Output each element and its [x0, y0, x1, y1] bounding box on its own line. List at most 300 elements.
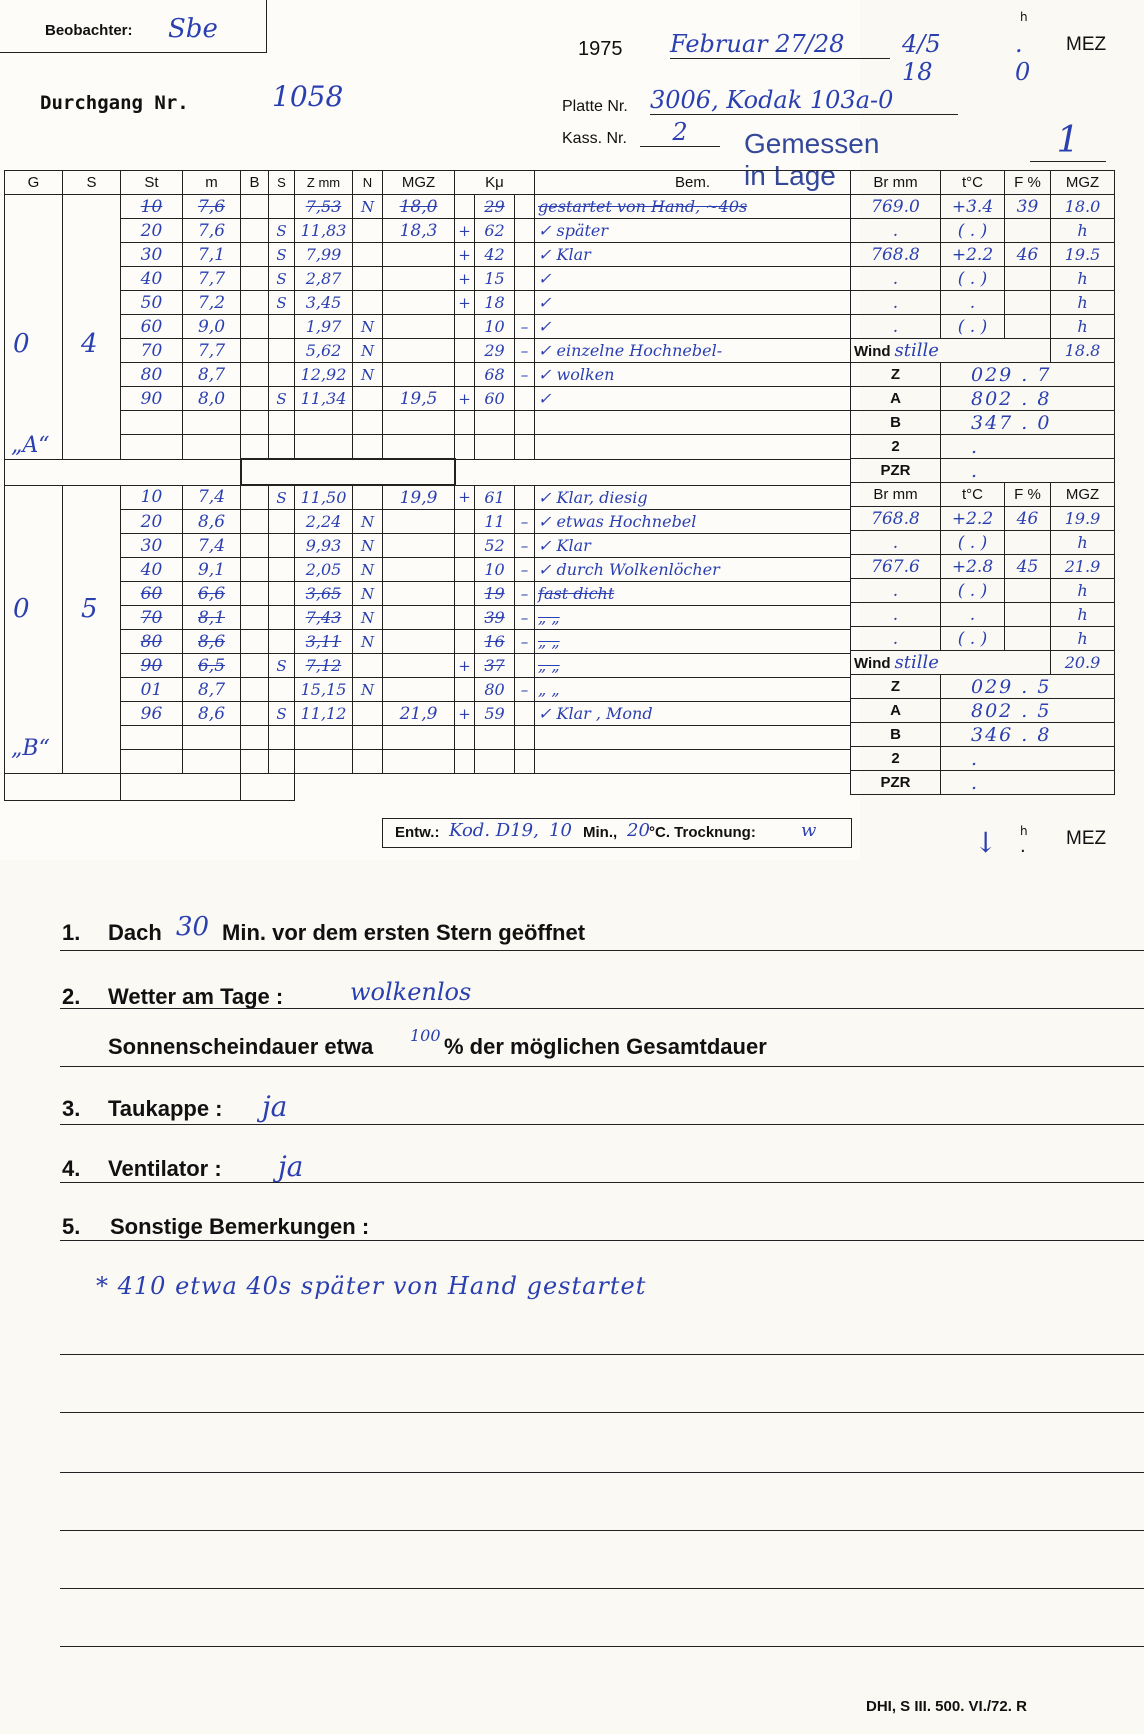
plate-label: Platte Nr. [562, 98, 628, 115]
hour-mark: h [1020, 10, 1028, 24]
k-dash: – [515, 582, 535, 606]
remark: „ „ [535, 654, 851, 678]
side-mgz: h [1051, 219, 1115, 243]
z-mm: 15,15 [295, 678, 353, 702]
remark: „ „ [535, 678, 851, 702]
k-sign [455, 435, 475, 460]
n-flag [353, 267, 383, 291]
col-kmu: Kμ [455, 171, 535, 195]
coord-row [851, 747, 1115, 771]
k-mu-value: 10 [475, 558, 515, 582]
k-mu-value: 39 [475, 606, 515, 630]
star-number: 90 [121, 654, 183, 678]
b-cell [241, 534, 269, 558]
magnitude [183, 750, 241, 774]
k-sign [455, 510, 475, 534]
wind-mgz: 20.9 [1051, 651, 1115, 675]
table-row [5, 363, 851, 387]
mgz-value [383, 534, 455, 558]
blank-line-3 [60, 1472, 1144, 1473]
humidity [1005, 603, 1051, 627]
k-dash: – [515, 678, 535, 702]
remark: „ „ [535, 606, 851, 630]
s-flag [269, 510, 295, 534]
mgz-value [383, 726, 455, 750]
table-row [5, 702, 851, 726]
magnitude: 9,1 [183, 558, 241, 582]
s-flag: S [269, 219, 295, 243]
z-mm: 2,05 [295, 558, 353, 582]
k-dash: – [515, 339, 535, 363]
k-sign: + [455, 291, 475, 315]
mgz-value: 21,9 [383, 702, 455, 726]
q3-line [60, 1124, 1144, 1125]
magnitude: 7,2 [183, 291, 241, 315]
plate-value: 3006, Kodak 103a-0 [650, 86, 958, 115]
mgz-value [383, 678, 455, 702]
side-row [851, 507, 1115, 531]
temperature: ( . ) [941, 219, 1005, 243]
s-flag [269, 195, 295, 219]
side-mgz: h [1051, 267, 1115, 291]
blank-line-1 [60, 1354, 1144, 1355]
k-sign [455, 534, 475, 558]
side-header: F % [1005, 483, 1051, 507]
k-dash [515, 654, 535, 678]
s-flag [269, 363, 295, 387]
b-cell [241, 243, 269, 267]
date-value: Februar 27/28 [670, 30, 890, 59]
z-mm: 7,43 [295, 606, 353, 630]
measured-value: 1 [1030, 120, 1106, 162]
magnitude: 7,7 [183, 267, 241, 291]
table-row [5, 485, 851, 510]
z-mm: 9,93 [295, 534, 353, 558]
pressure: . [851, 219, 941, 243]
k-mu-value: 29 [475, 195, 515, 219]
k-mu-value: 11 [475, 510, 515, 534]
table-row [5, 411, 851, 435]
q2-number: 2. [62, 984, 81, 1009]
separator-mid [241, 459, 455, 485]
mgz-value [383, 339, 455, 363]
n-flag: N [353, 510, 383, 534]
k-sign [455, 750, 475, 774]
side-row [851, 291, 1115, 315]
col-s: S [63, 171, 121, 195]
q2b-label-a: Sonnenscheindauer etwa [108, 1034, 374, 1059]
k-sign [455, 726, 475, 750]
coord-label: A [851, 387, 941, 411]
k-sign [455, 582, 475, 606]
table-row [5, 435, 851, 460]
wind-mgz: 18.8 [1051, 339, 1115, 363]
star-number: 60 [121, 315, 183, 339]
mgz-value: 18,3 [383, 219, 455, 243]
time-value: 4/5 18 [902, 30, 941, 86]
k-sign [455, 315, 475, 339]
coord-label: Z [851, 675, 941, 699]
humidity [1005, 627, 1051, 651]
side-header: Br mm [851, 483, 941, 507]
k-sign: + [455, 387, 475, 411]
q2-value: wolkenlos [350, 978, 472, 1006]
humidity: 45 [1005, 555, 1051, 579]
col-zmm: Z mm [295, 171, 353, 195]
s-flag [269, 411, 295, 435]
n-flag [353, 750, 383, 774]
star-number: 40 [121, 558, 183, 582]
remark: ✓ [535, 291, 851, 315]
s-flag: S [269, 702, 295, 726]
mgz-value [383, 243, 455, 267]
b-cell [241, 485, 269, 510]
z-mm: 2,24 [295, 510, 353, 534]
k-mu-value: 37 [475, 654, 515, 678]
k-sign [455, 411, 475, 435]
group-s-cell [63, 195, 121, 460]
mgz-value: 19,5 [383, 387, 455, 411]
side-header: MGZ [1051, 483, 1115, 507]
k-mu-value: 29 [475, 339, 515, 363]
z-mm [295, 411, 353, 435]
pressure: 768.8 [851, 243, 941, 267]
magnitude: 9,0 [183, 315, 241, 339]
remark: gestartet von Hand, ~40s [535, 195, 851, 219]
humidity [1005, 531, 1051, 555]
k-dash: – [515, 534, 535, 558]
col-bem: Bem. [535, 171, 851, 195]
time-minute: . 0 [1015, 30, 1031, 86]
k-dash [515, 726, 535, 750]
coord-value: 029 . 7 [941, 363, 1115, 387]
s-flag: S [269, 267, 295, 291]
b-cell [241, 750, 269, 774]
b-cell [241, 315, 269, 339]
remark: ✓ etwas Hochnebel [535, 510, 851, 534]
s-flag [269, 678, 295, 702]
n-flag [353, 435, 383, 460]
k-sign: + [455, 267, 475, 291]
n-flag [353, 243, 383, 267]
star-number [121, 726, 183, 750]
mgz-value: 18,0 [383, 195, 455, 219]
q3-number: 3. [62, 1096, 81, 1121]
entw-min-value: 10 [549, 820, 572, 841]
remark [535, 750, 851, 774]
z-mm: 11,12 [295, 702, 353, 726]
entw-temp-value: 20 [627, 820, 650, 841]
b-cell [241, 558, 269, 582]
b-cell [241, 195, 269, 219]
coord-row [851, 699, 1115, 723]
k-dash: – [515, 510, 535, 534]
side-header: t°C [941, 483, 1005, 507]
separator-left [5, 459, 241, 485]
side-mgz: 18.0 [1051, 195, 1115, 219]
coord-value: 347 . 0 [941, 411, 1115, 435]
star-number: 01 [121, 678, 183, 702]
wind-value: stille [894, 652, 939, 673]
star-number: 70 [121, 339, 183, 363]
s-flag: S [269, 485, 295, 510]
z-mm: 7,99 [295, 243, 353, 267]
k-sign: + [455, 485, 475, 510]
remark: ✓ Klar, diesig [535, 485, 851, 510]
wind-value: stille [894, 340, 939, 361]
blank-line-6 [60, 1646, 1144, 1647]
remark: ✓ [535, 315, 851, 339]
mgz-value [383, 654, 455, 678]
magnitude: 8,1 [183, 606, 241, 630]
mgz-value [383, 582, 455, 606]
coord-label: A [851, 699, 941, 723]
magnitude: 6,5 [183, 654, 241, 678]
group-g-cell [5, 195, 63, 460]
humidity: 39 [1005, 195, 1051, 219]
star-number: 10 [121, 195, 183, 219]
k-mu-value: 61 [475, 485, 515, 510]
col-st: St [121, 171, 183, 195]
k-mu-value [475, 750, 515, 774]
observer-box [0, 0, 267, 53]
k-mu-value: 42 [475, 243, 515, 267]
remark: ✓ [535, 267, 851, 291]
k-dash: – [515, 558, 535, 582]
coord-label: B [851, 411, 941, 435]
magnitude: 8,7 [183, 363, 241, 387]
pressure: 767.6 [851, 555, 941, 579]
table-bottom-row [5, 774, 851, 801]
k-mu-value: 60 [475, 387, 515, 411]
k-dash [515, 485, 535, 510]
q2-line [60, 1008, 1144, 1009]
q5-line [60, 1240, 1144, 1241]
k-dash: – [515, 630, 535, 654]
star-number: 90 [121, 387, 183, 411]
side-header-row [851, 171, 1115, 195]
q1-label-b: Min. vor dem ersten Stern geöffnet [222, 920, 586, 945]
z-mm: 12,92 [295, 363, 353, 387]
s-flag [269, 606, 295, 630]
wind-label: Wind [854, 655, 891, 672]
z-mm: 7,12 [295, 654, 353, 678]
coord-label: PZR [851, 771, 941, 795]
group-s-value: 5 [81, 593, 98, 624]
k-sign: + [455, 219, 475, 243]
k-sign [455, 339, 475, 363]
form-code: DHI, S III. 500. VI./72. R [866, 1698, 1027, 1715]
remark: ✓ wolken [535, 363, 851, 387]
bottom-dot: . [1020, 836, 1026, 857]
b-cell [241, 267, 269, 291]
k-dash [515, 267, 535, 291]
mgz-value [383, 363, 455, 387]
q3-value: ja [262, 1090, 288, 1123]
col-m: m [183, 171, 241, 195]
k-sign: + [455, 243, 475, 267]
passage-value: 1058 [272, 80, 344, 113]
k-dash [515, 387, 535, 411]
k-mu-value: 19 [475, 582, 515, 606]
k-mu-value: 16 [475, 630, 515, 654]
n-flag [353, 387, 383, 411]
side-row [851, 219, 1115, 243]
remark [535, 411, 851, 435]
pressure: . [851, 315, 941, 339]
star-number: 80 [121, 630, 183, 654]
side-row [851, 531, 1115, 555]
remark: ✓ später [535, 219, 851, 243]
n-flag: N [353, 678, 383, 702]
k-dash [515, 291, 535, 315]
coord-label: PZR [851, 459, 941, 483]
remark [535, 435, 851, 460]
coord-value: 029 . 5 [941, 675, 1115, 699]
b-cell [241, 678, 269, 702]
year: 1975 [578, 38, 623, 60]
side-mgz: 19.9 [1051, 507, 1115, 531]
side-mgz: h [1051, 603, 1115, 627]
coord-label: Z [851, 363, 941, 387]
z-mm: 5,62 [295, 339, 353, 363]
wind-row [851, 339, 1115, 363]
magnitude: 7,7 [183, 339, 241, 363]
table-row [5, 606, 851, 630]
n-flag: N [353, 363, 383, 387]
k-dash [515, 243, 535, 267]
n-flag: N [353, 558, 383, 582]
entw-label: Entw.: [395, 824, 440, 841]
z-mm [295, 435, 353, 460]
bottom-hour-mark: h [1020, 824, 1028, 838]
entw-min-label: Min., [583, 824, 618, 841]
temperature: ( . ) [941, 627, 1005, 651]
table-row [5, 654, 851, 678]
temperature: ( . ) [941, 579, 1005, 603]
k-mu-value: 15 [475, 267, 515, 291]
temperature: ( . ) [941, 267, 1005, 291]
remark: ✓ Klar [535, 243, 851, 267]
coord-row [851, 459, 1115, 483]
mgz-value: 19,9 [383, 485, 455, 510]
mgz-value [383, 435, 455, 460]
star-number: 20 [121, 219, 183, 243]
coord-value: . [941, 747, 1115, 771]
cassette-value: 2 [640, 118, 720, 147]
humidity [1005, 267, 1051, 291]
n-flag [353, 411, 383, 435]
q4-value: ja [278, 1150, 304, 1183]
b-cell [241, 339, 269, 363]
side-row [851, 603, 1115, 627]
humidity: 46 [1005, 507, 1051, 531]
side-header: F % [1005, 171, 1051, 195]
n-flag [353, 219, 383, 243]
group-g-value: 0 [13, 593, 30, 624]
n-flag: N [353, 606, 383, 630]
k-dash [515, 435, 535, 460]
z-mm: 11,83 [295, 219, 353, 243]
s-flag [269, 315, 295, 339]
separator-right [455, 459, 851, 485]
pressure: . [851, 603, 941, 627]
s-flag: S [269, 291, 295, 315]
table-row [5, 267, 851, 291]
star-number: 10 [121, 485, 183, 510]
side-header: MGZ [1051, 171, 1115, 195]
n-flag [353, 702, 383, 726]
b-cell [241, 726, 269, 750]
magnitude: 7,6 [183, 195, 241, 219]
temperature: +3.4 [941, 195, 1005, 219]
col-b: B [241, 171, 269, 195]
star-number: 96 [121, 702, 183, 726]
group-g-value: 0 [13, 329, 30, 359]
coord-row [851, 723, 1115, 747]
bottom-cell-4 [295, 774, 851, 801]
q2b-label-b: % der möglichen Gesamtdauer [444, 1034, 767, 1059]
pressure: . [851, 267, 941, 291]
temperature: +2.2 [941, 243, 1005, 267]
s-flag [269, 582, 295, 606]
coord-row [851, 771, 1115, 795]
k-sign: + [455, 702, 475, 726]
n-flag [353, 485, 383, 510]
z-mm: 7,53 [295, 195, 353, 219]
coord-value: 802 . 8 [941, 387, 1115, 411]
mgz-value [383, 315, 455, 339]
n-flag [353, 654, 383, 678]
k-sign [455, 678, 475, 702]
q1-line [60, 950, 1144, 951]
timezone: MEZ [1066, 34, 1107, 55]
col-mgz: MGZ [383, 171, 455, 195]
wind-label: Wind [854, 343, 891, 360]
coord-value: 802 . 5 [941, 699, 1115, 723]
pressure: 769.0 [851, 195, 941, 219]
b-cell [241, 387, 269, 411]
arrow-mark: ↓ [974, 826, 998, 859]
table-row [5, 339, 851, 363]
z-mm [295, 726, 353, 750]
k-dash [515, 219, 535, 243]
coord-row [851, 411, 1115, 435]
observer-label: Beobachter: [45, 22, 133, 39]
section-separator [5, 459, 851, 485]
k-dash: – [515, 606, 535, 630]
coord-row [851, 435, 1115, 459]
k-dash: – [515, 315, 535, 339]
star-number: 20 [121, 510, 183, 534]
k-mu-value [475, 435, 515, 460]
group-s-value: 4 [81, 329, 98, 359]
b-cell [241, 291, 269, 315]
side-mgz: h [1051, 291, 1115, 315]
q3-label: Taukappe : [108, 1096, 223, 1121]
q4-label: Ventilator : [108, 1156, 222, 1181]
coord-label: 2 [851, 747, 941, 771]
star-number: 40 [121, 267, 183, 291]
group-g-cell [5, 485, 63, 774]
n-flag: N [353, 582, 383, 606]
observation-table [4, 170, 851, 801]
humidity [1005, 219, 1051, 243]
mgz-value [383, 267, 455, 291]
s-flag [269, 339, 295, 363]
magnitude: 7,6 [183, 219, 241, 243]
remark: ✓ [535, 387, 851, 411]
